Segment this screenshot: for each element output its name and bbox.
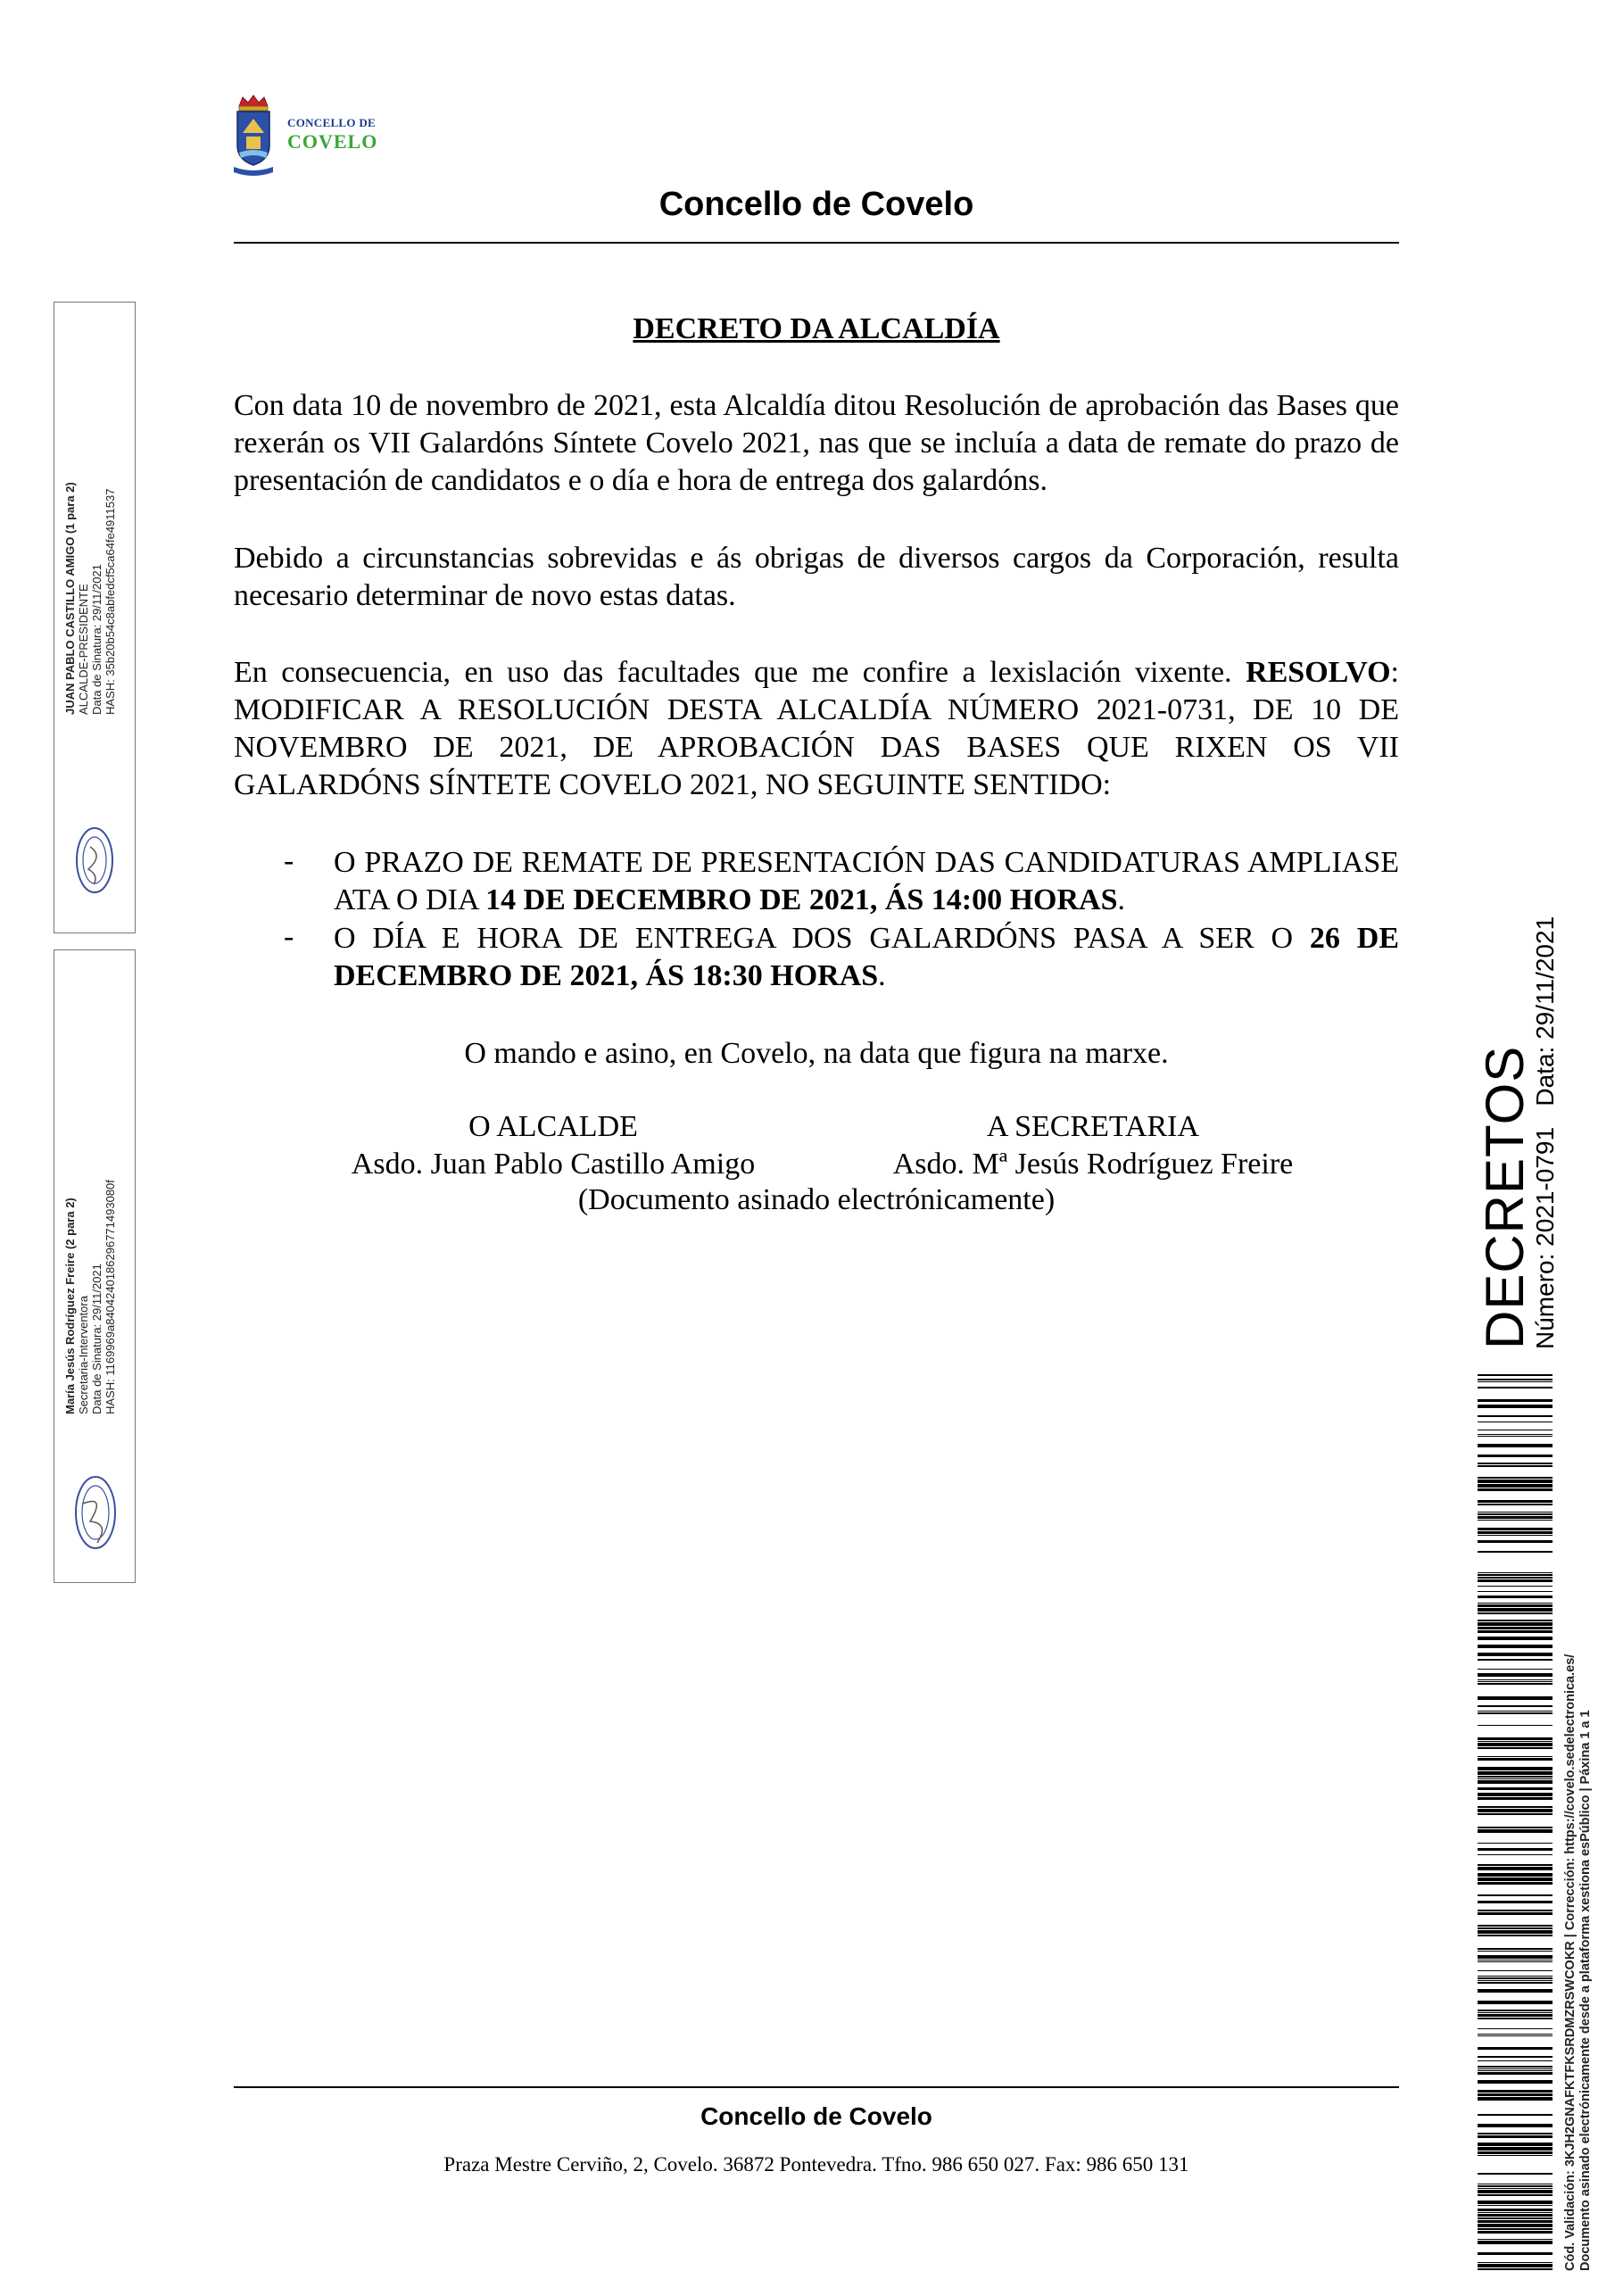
paragraph-2: Debido a circunstancias sobrevidas e ás obrigas de diversos cargos da Corporación, resulta necesario determinar de novo estas datas. bbox=[234, 542, 1399, 612]
paragraph-3-intro: En consecuencia, en uso das facultades que me confire a lexislación vixente. bbox=[234, 656, 1232, 689]
validation-text bbox=[1563, 1654, 1594, 2271]
signature-alcalde bbox=[321, 1108, 785, 1183]
barcode-icon bbox=[1478, 1374, 1553, 2275]
signature-alcalde-role: O ALCALDE bbox=[468, 1110, 638, 1143]
decretos-label: DECRETOS bbox=[1475, 1045, 1535, 1349]
signature-stamp-2-text bbox=[63, 1180, 117, 1414]
bullet-2 bbox=[334, 920, 1399, 995]
signature-stamp-1-name: JUAN PABLO CASTILLO AMIGO (1 para 2) bbox=[63, 482, 77, 715]
decree-number-date bbox=[1531, 916, 1560, 1349]
resolvo-label: RESOLVO bbox=[1246, 656, 1391, 689]
logo-text-covelo: COVELO bbox=[287, 130, 378, 153]
bullet-2-marker: - bbox=[284, 920, 294, 953]
signature-stamp-2-name: María Jesús Rodríguez Freire (2 para 2) bbox=[63, 1198, 77, 1414]
signature-stamp-box-1 bbox=[54, 302, 136, 933]
validation-line-2: Documento asinado electrónicamente desde a plataforma xestiona esPúblico | Páxina 1 a 1 bbox=[1578, 1710, 1593, 2271]
validation-line-1: Cód. Validación: 3KJH2GNAFKTFKSRDMZRSWCOKR | Corrección: https://covelo.sedelectronica.es/ bbox=[1563, 1654, 1577, 2271]
footer-divider bbox=[234, 2086, 1399, 2088]
signature-stamp-1-date: Data de Sinatura: 29/11/2021 bbox=[90, 564, 104, 715]
decree-date: Data: 29/11/2021 bbox=[1531, 916, 1559, 1107]
paragraph-3-resolution: : MODIFICAR A RESOLUCIÓN DESTA ALCALDÍA NÚMERO 2021-0731, DE 10 DE NOVEMBRO DE 2021, DE APROBACIÓN DAS BASES QUE RIXEN OS VII GALARDÓNS SÍNTETE COVELO 2021, NO SEGUINTE SENTIDO: bbox=[234, 656, 1399, 801]
electronic-signature-note: (Documento asinado electrónicamente) bbox=[577, 1183, 1056, 1216]
bullet-1-marker: - bbox=[284, 844, 294, 877]
signature-stamp-2-role: Secretaria-Interventora bbox=[77, 1296, 90, 1414]
decree-number: Número: 2021-0791 bbox=[1531, 1126, 1559, 1349]
bullet-2-end: . bbox=[878, 959, 886, 992]
paragraph-1: Con data 10 de novembro de 2021, esta Alcaldía ditou Resolución de aprobación das Bases que rexerán os VII Galardóns Síntete Covelo 2021, nas que se incluía a data de remate do prazo de presentación de candidatos e o día e hora de entrega dos galardóns. bbox=[234, 389, 1399, 497]
bullet-1-end: . bbox=[1117, 883, 1126, 916]
signature-alcalde-name: Asdo. Juan Pablo Castillo Amigo bbox=[351, 1148, 756, 1181]
signature-stamp-2-date: Data de Sinatura: 29/11/2021 bbox=[90, 1264, 104, 1414]
signature-secretaria-name: Asdo. Mª Jesús Rodríguez Freire bbox=[892, 1148, 1294, 1181]
signature-secretaria bbox=[852, 1108, 1334, 1183]
signature-stamp-1-hash: HASH: 35b20b54c8abfedcf5ca64fe4911537 bbox=[104, 488, 117, 715]
closing-line: O mando e asino, en Covelo, na data que figura na marxe. bbox=[464, 1037, 1169, 1070]
bullet-2-text: O DÍA E HORA DE ENTREGA DOS GALARDÓNS PASA A SER O bbox=[334, 922, 1310, 955]
header-divider bbox=[234, 242, 1399, 244]
footer-address: Praza Mestre Cerviño, 2, Covelo. 36872 Pontevedra. Tfno. 986 650 027. Fax: 986 650 131 bbox=[443, 2153, 1189, 2176]
signature-stamp-1-role: ALCALDE-PRESIDENTE bbox=[77, 584, 90, 715]
document-title: DECRETO DA ALCALDÍA bbox=[633, 312, 1000, 345]
footer-title: Concello de Covelo bbox=[700, 2102, 932, 2130]
signature-stamp-box-2 bbox=[54, 949, 136, 1583]
signature-secretaria-role: A SECRETARIA bbox=[986, 1110, 1200, 1143]
bullet-2-date: 26 DE DECEMBRO DE 2021, ÁS 18:30 HORAS bbox=[334, 922, 1399, 992]
bullet-1 bbox=[334, 844, 1399, 919]
logo-text-concello: CONCELLO DE bbox=[287, 116, 377, 129]
bullet-1-date: 14 DE DECEMBRO DE 2021, ÁS 14:00 HORAS bbox=[485, 883, 1118, 916]
signature-seal-1-icon bbox=[72, 820, 117, 900]
paragraph-3 bbox=[234, 654, 1399, 804]
header-title: Concello de Covelo bbox=[658, 186, 974, 223]
signature-stamp-2-hash: HASH: 1169969a8404240186296771493080f bbox=[104, 1180, 117, 1414]
bullet-1-text: O PRAZO DE REMATE DE PRESENTACIÓN DAS CANDIDATURAS AMPLIASE ATA O DIA bbox=[334, 846, 1399, 916]
signature-seal-2-icon bbox=[70, 1468, 120, 1557]
signature-stamp-1-text bbox=[63, 482, 117, 715]
